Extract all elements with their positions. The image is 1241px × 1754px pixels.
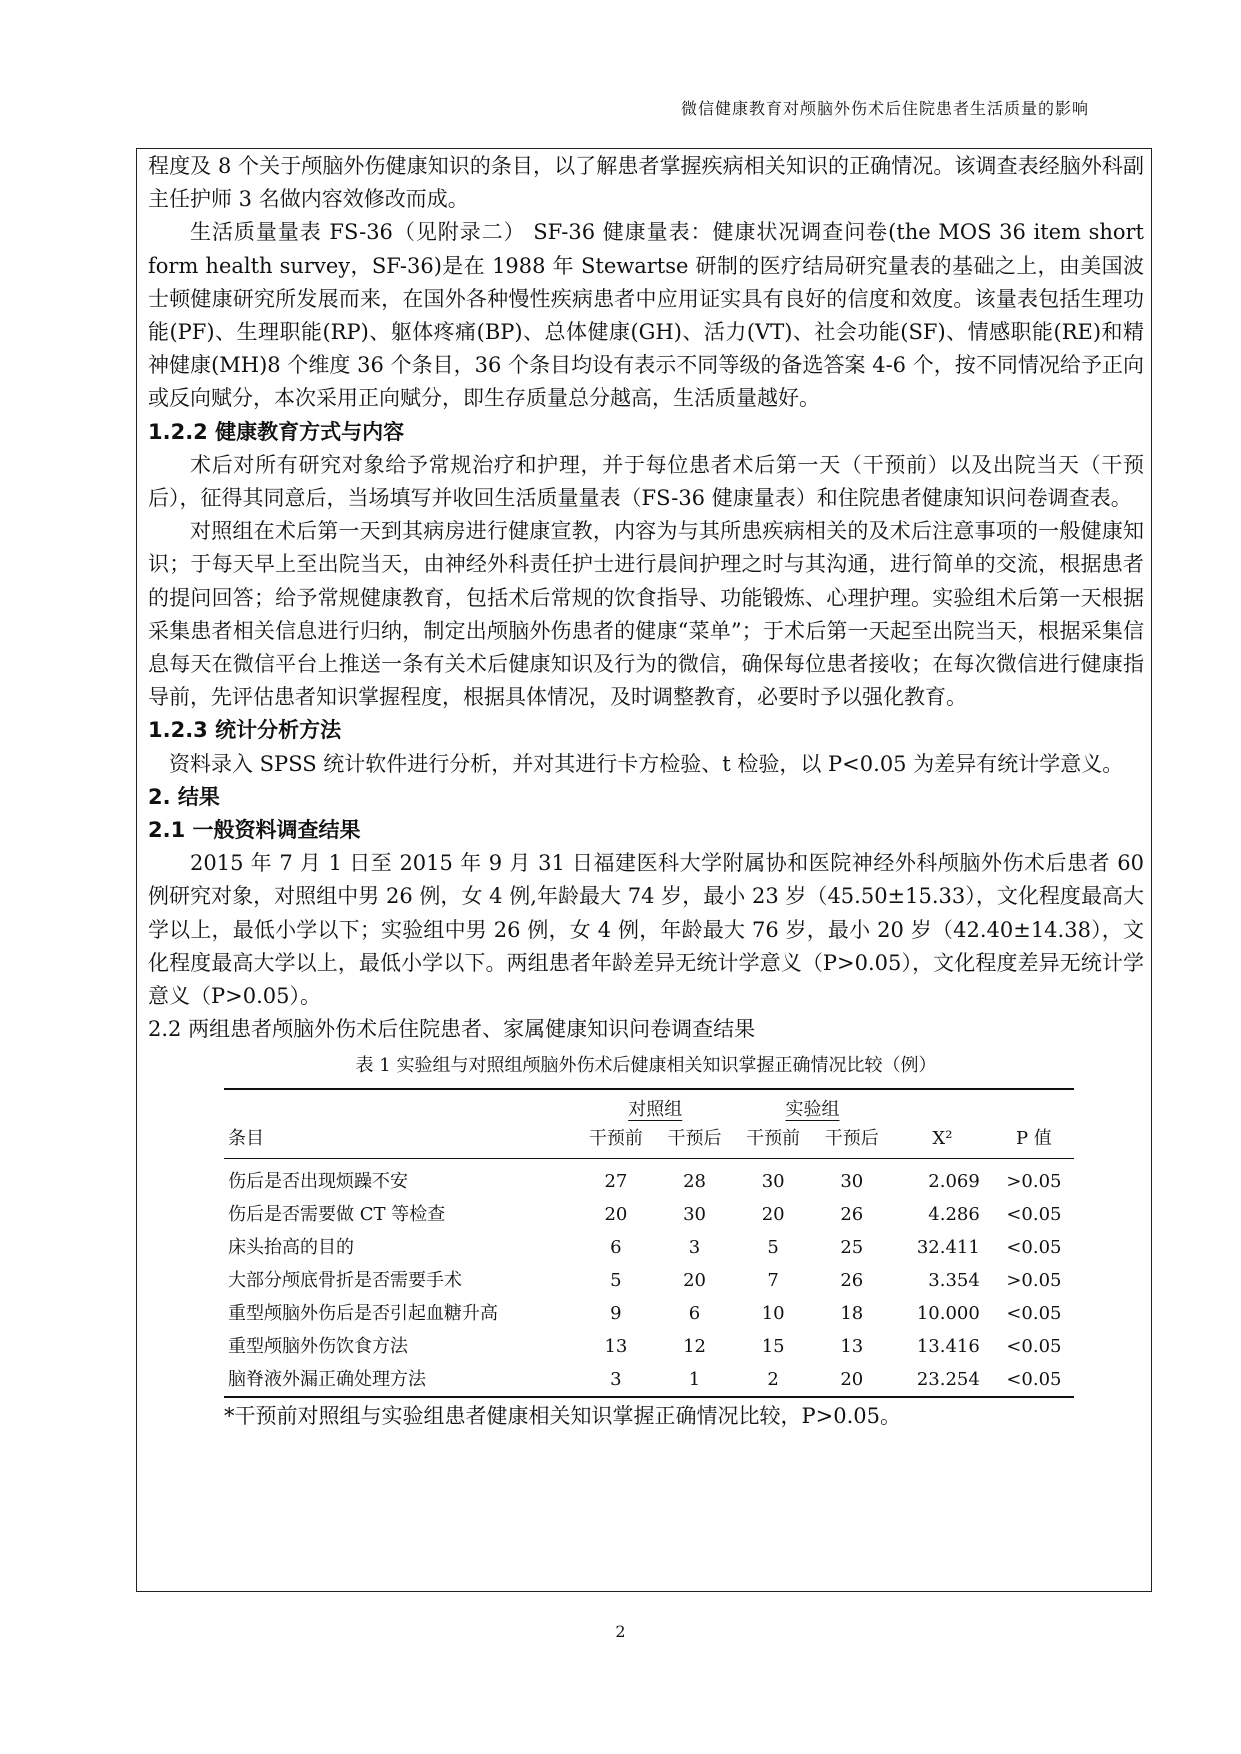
column-header-item: 条目 bbox=[224, 1124, 577, 1159]
table-row: 伤后是否需要做 CT 等检查 20 30 20 26 4.286 <0.05 bbox=[228, 1204, 1062, 1226]
heading-2-1: 2.1 一般资料调查结果 bbox=[148, 818, 361, 843]
page-number: 2 bbox=[615, 1622, 626, 1641]
column-header-experiment-after: 干预后 bbox=[812, 1124, 891, 1159]
table-footnote: *干预前对照组与实验组患者健康相关知识掌握正确情况比较，P>0.05。 bbox=[224, 1404, 901, 1429]
paragraph-general-results: 2015 年 7 月 1 日至 2015 年 9 月 31 日福建医科大学附属协和医院神经外科颅脑外伤术后患者 60 例研究对象，对照组中男 26 例，女 4 例,年龄最大 74 岁，最小 23 岁（45.50±15.33），文化程度最高大学以上，最低小学以下；实验组中男 26 例，女 4 例，年龄最大 76 岁，最小 20 岁（42.40±14.38），文化程度最高大学以上，最低小学以下。两组患者年龄差异无统计学意义（P>0.05），文化程度差异无统计学意义（P>0.05）。 bbox=[148, 851, 1144, 1009]
knowledge-comparison-table bbox=[224, 1088, 1074, 1398]
heading-2-2: 2.2 两组患者颅脑外伤术后住院患者、家属健康知识问卷调查结果 bbox=[148, 1017, 756, 1042]
group-control-label: 对照组 bbox=[628, 1099, 683, 1121]
group-experiment-label: 实验组 bbox=[785, 1099, 840, 1121]
column-header-control-after: 干预后 bbox=[655, 1124, 734, 1159]
table-caption: 表 1 实验组与对照组颅脑外伤术后健康相关知识掌握正确情况比较（例） bbox=[355, 1055, 937, 1077]
document-body bbox=[148, 150, 1144, 1432]
paragraph-education-groups: 对照组在术后第一天到其病房进行健康宣教，内容为与其所患疾病相关的及术后注意事项的一般健康知识；于每天早上至出院当天，由神经外科责任护士进行晨间护理之时与其沟通，进行简单的交流，根据患者的提问回答；给予常规健康教育，包括术后常规的饮食指导、功能锻炼、心理护理。实验组术后第一天根据采集患者相关信息进行归纳，制定出颅脑外伤患者的健康“菜单”；于术后第一天起至出院当天，根据采集信息每天在微信平台上推送一条有关术后健康知识及行为的微信，确保每位患者接收；在每次微信进行健康指导前，先评估患者知识掌握程度，根据具体情况，及时调整教育，必要时予以强化教育。 bbox=[148, 519, 1144, 710]
column-header-chi-square: X² bbox=[891, 1124, 994, 1159]
column-header-experiment-before: 干预前 bbox=[734, 1124, 813, 1159]
table-row: 重型颅脑外伤后是否引起血糖升高 9 6 10 18 10.000 <0.05 bbox=[228, 1303, 1062, 1325]
heading-1-2-3: 1.2.3 统计分析方法 bbox=[148, 718, 342, 743]
heading-1-2-2: 1.2.2 健康教育方式与内容 bbox=[148, 419, 405, 444]
table-row: 大部分颅底骨折是否需要手术 5 20 7 26 3.354 >0.05 bbox=[228, 1270, 1062, 1292]
table-row: 床头抬高的目的 6 3 5 25 32.411 <0.05 bbox=[228, 1237, 1062, 1259]
running-header: 微信健康教育对颅脑外伤术后住院患者生活质量的影响 bbox=[680, 99, 1089, 118]
paragraph-questionnaire: 程度及 8 个关于颅脑外伤健康知识的条目，以了解患者掌握疾病相关知识的正确情况。该调查表经脑外科副主任护师 3 名做内容效修改而成。 bbox=[148, 154, 1144, 212]
heading-2: 2. 结果 bbox=[148, 784, 220, 809]
paragraph-education-procedure: 术后对所有研究对象给予常规治疗和护理，并于每位患者术后第一天（干预前）以及出院当天（干预后），征得其同意后，当场填写并收回生活质量量表（FS-36 健康量表）和住院患者健康知识问卷调查表。 bbox=[148, 452, 1144, 511]
table-row: 脑脊液外漏正确处理方法 3 1 2 20 23.254 <0.05 bbox=[228, 1369, 1062, 1391]
table-row: 伤后是否出现烦躁不安 27 28 30 30 2.069 >0.05 bbox=[228, 1171, 1062, 1193]
column-header-p-value: P 值 bbox=[994, 1124, 1074, 1159]
column-header-control-before: 干预前 bbox=[577, 1124, 656, 1159]
paragraph-statistics: 资料录入 SPSS 统计软件进行分析，并对其进行卡方检验、t 检验，以 P<0.05 为差异有统计学意义。 bbox=[169, 751, 1124, 776]
table-row: 重型颅脑外伤饮食方法 13 12 15 13 13.416 <0.05 bbox=[228, 1336, 1062, 1358]
paragraph-sf36: 生活质量量表 FS-36（见附录二） SF-36 健康量表：健康状况调查问卷(the MOS 36 item short form health survey，SF-36)是在 1988 年 Stewartse 研制的医疗结局研究量表的基础之上，由美国波士顿健康研究所发展而来，在国外各种慢性疾病患者中应用证实具有良好的信度和效度。该量表包括生理功能(PF)、生理职能(RP)、躯体疼痛(BP)、总体健康(GH)、活力(VT)、社会功能(SF)、情感职能(RE)和精神健康(MH)8 个维度 36 个条目，36 个条目均设有表示不同等级的备选答案 4-6 个，按不同情况给予正向或反向赋分，本次采用正向赋分，即生存质量总分越高，生活质量越好。 bbox=[148, 220, 1144, 411]
